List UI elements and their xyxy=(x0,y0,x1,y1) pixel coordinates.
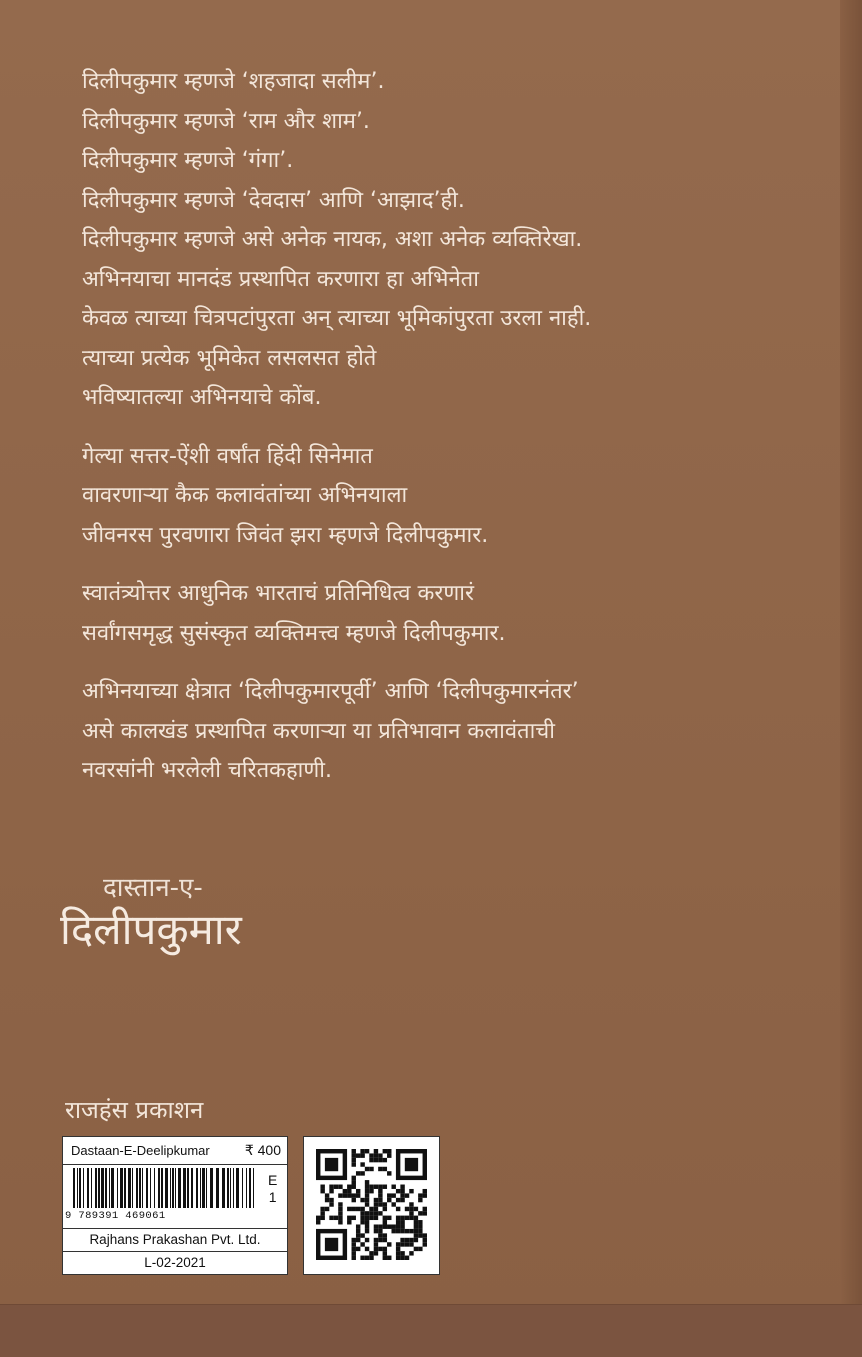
blurb-paragraph-3 xyxy=(82,574,802,653)
blurb-line: केवळ त्याच्या चित्रपटांपुरता अन् त्याच्या भूमिकांपुरता उरला नाही. xyxy=(82,306,592,331)
blurb-line: असे कालखंड प्रस्थापित करणाऱ्या या प्रतिभावान कलावंताची xyxy=(82,718,555,744)
isbn-digits: 9 789391 469061 xyxy=(65,1210,166,1222)
blurb-line: वावरणाऱ्या कैक कलावंतांच्या अभिनयाला xyxy=(82,483,408,508)
blurb-text xyxy=(82,62,802,810)
barcode-code: L-02-2021 xyxy=(144,1255,206,1270)
blurb-paragraph-2 xyxy=(82,437,802,556)
blurb-paragraph-1 xyxy=(82,62,802,418)
publisher-name: राजहंस प्रकाशन xyxy=(65,1096,204,1124)
blurb-line: दिलीपकुमार म्हणजे असे अनेक नायक, अशा अनेक व्यक्तिरेखा. xyxy=(82,227,583,252)
blurb-line: सर्वांगसमृद्ध सुसंस्कृत व्यक्तिमत्त्व म्हणजे दिलीपकुमार. xyxy=(82,620,506,646)
blurb-line: नवरसांनी भरलेली चरितकहाणी. xyxy=(82,758,332,783)
blurb-line: दिलीपकुमार म्हणजे ‘देवदास’ आणि ‘आझाद’ही. xyxy=(82,187,465,213)
isbn-barcode xyxy=(71,1168,261,1210)
blurb-line: दिलीपकुमार म्हणजे ‘राम और शाम’. xyxy=(82,108,370,134)
divider xyxy=(63,1164,287,1165)
qr-code xyxy=(316,1149,427,1260)
blurb-line: अभिनयाचा मानदंड प्रस्थापित करणारा हा अभिनेता xyxy=(82,266,479,292)
book-title: दिलीपकुमार xyxy=(60,905,242,954)
barcode-addon-line: 1 xyxy=(268,1189,277,1205)
blurb-line: जीवनरस पुरवणारा जिवंत झरा म्हणजे दिलीपकुमार. xyxy=(82,522,489,548)
barcode-price: ₹ 400 xyxy=(244,1142,281,1158)
spine-edge xyxy=(840,0,862,1357)
title-small: दास्तान-ए- xyxy=(103,873,203,903)
divider xyxy=(63,1251,287,1252)
barcode-addon-line: E xyxy=(268,1172,278,1188)
blurb-line: दिलीपकुमार म्हणजे ‘गंगा’. xyxy=(82,148,294,173)
blurb-line: गेल्या सत्तर-ऐंशी वर्षांत हिंदी सिनेमात xyxy=(82,443,373,469)
divider xyxy=(63,1228,287,1229)
qr-code-box xyxy=(303,1136,440,1275)
barcode-label xyxy=(62,1136,288,1275)
barcode-addon xyxy=(268,1172,277,1206)
blurb-paragraph-4 xyxy=(82,672,802,791)
blurb-line: त्याच्या प्रत्येक भूमिकेत लसलसत होते xyxy=(82,345,377,371)
bottom-band xyxy=(0,1304,862,1357)
blurb-line: भविष्यातल्या अभिनयाचे कोंब. xyxy=(82,385,322,410)
blurb-line: स्वातंत्र्योत्तर आधुनिक भारताचं प्रतिनिधित्व करणारं xyxy=(82,581,474,606)
barcode-publisher: Rajhans Prakashan Pvt. Ltd. xyxy=(89,1232,261,1247)
blurb-line: दिलीपकुमार म्हणजे ‘शहजादा सलीम’. xyxy=(82,69,385,94)
blurb-line: अभिनयाच्या क्षेत्रात ‘दिलीपकुमारपूर्वी’ आणि ‘दिलीपकुमारनंतर’ xyxy=(82,679,579,704)
barcode-header xyxy=(63,1143,287,1161)
barcode-book-name: Dastaan-E-Deelipkumar xyxy=(71,1143,210,1158)
